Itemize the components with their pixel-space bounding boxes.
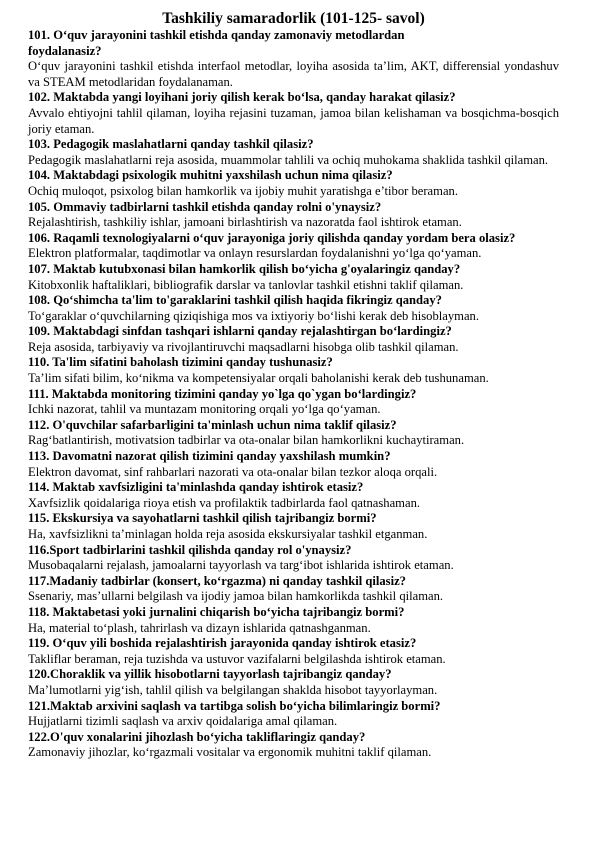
answer: Avvalo ehtiyojni tahlil qilaman, loyiha rejasini tuzaman, jamoa bilan kelishaman va bosqichma-bosqich joriy etaman. (28, 105, 559, 136)
answer: Ta’lim sifati bilim, ko‘nikma va kompetensiyalar orqali baholanishi kerak deb tushunaman. (28, 371, 489, 386)
qa-item-110 (28, 355, 559, 386)
question: 106. Raqamli texnologiyalarni o‘quv jarayoniga joriy qilishda qanday yordam bera olasiz? (28, 230, 516, 245)
answer: To‘garaklar o‘quvchilarning qiziqishiga mos va ixtiyoriy bo‘lishi kerak deb hisoblayman. (28, 308, 479, 323)
answer: Ha, xavfsizlikni ta’minlagan holda reja asosida ekskursiyalar tashkil etganman. (28, 527, 428, 541)
question: 103. Pedagogik maslahatlarni qanday tashkil qilasiz? (28, 137, 314, 152)
answer: Elektron davomat, sinf rahbarlari nazorati va ota-onalar bilan tezkor aloqa orqali. (28, 464, 438, 479)
qa-item-119 (28, 636, 559, 667)
answer: Ochiq muloqot, psixolog bilan hamkorlik va ijobiy muhit yaratishga e’tibor beraman. (28, 183, 458, 198)
qa-item-117 (28, 574, 559, 605)
question: 110. Ta'lim sifatini baholash tizimini qanday tushunasiz? (28, 355, 333, 370)
qa-item-108 (28, 293, 559, 324)
answer: Rejalashtirish, tashkiliy ishlar, jamoani birlashtirish va nazoratda faol ishtirok etaman. (28, 215, 462, 230)
answer: Ma’lumotlarni yig‘ish, tahlil qilish va belgilangan shaklda hisobot tayyorlayman. (28, 682, 438, 697)
question: 113. Davomatni nazorat qilish tizimini qanday yaxshilash mumkin? (28, 449, 391, 464)
document-page (28, 9, 559, 761)
qa-item-116 (28, 543, 559, 574)
question: 101. O‘quv jarayonini tashkil etishda qanday zamonaviy metodlardan foydalanasiz? (28, 28, 405, 58)
question: 118. Maktabetasi yoki jurnalini chiqarish bo‘yicha tajribangiz bormi? (28, 604, 405, 619)
qa-item-115 (28, 511, 559, 542)
qa-item-103 (28, 137, 559, 168)
qa-item-105 (28, 200, 559, 231)
question: 108. Qo‘shimcha ta'lim to'garaklarini tashkil qilish haqida fikringiz qanday? (28, 293, 442, 308)
document-title: Tashkiliy samaradorlik (101-125- savol) (162, 10, 425, 27)
qa-item-107 (28, 262, 559, 293)
question: 115. Ekskursiya va sayohatlarni tashkil qilish tajribangiz bormi? (28, 511, 377, 526)
answer: Hujjatlarni tizimli saqlash va arxiv qoidalariga amal qilaman. (28, 714, 338, 729)
question: 120.Choraklik va yillik hisobotlarni tayyorlash tajribangiz qanday? (28, 667, 392, 682)
answer: Reja asosida, tarbiyaviy va rivojlantiruvchi maqsadlarni hisobga olib tashkil qilaman. (28, 339, 459, 354)
qa-item-113 (28, 449, 559, 480)
answer: Xavfsizlik qoidalariga rioya etish va profilaktik tadbirlarda faol qatnashaman. (28, 495, 421, 510)
qa-item-106 (28, 231, 559, 262)
question: 122.O'quv xonalarini jihozlash bo‘yicha takliflaringiz qanday? (28, 729, 366, 744)
answer: Ha, material to‘plash, tahrirlash va dizayn ishlarida qatnashganman. (28, 620, 371, 635)
answer: Takliflar beraman, reja tuzishda va ustuvor vazifalarni belgilashda ishtirok etaman. (28, 651, 446, 666)
question: 109. Maktabdagi sinfdan tashqari ishlarni qanday rejalashtirgan bo‘lardingiz? (28, 324, 452, 339)
question: 107. Maktab kutubxonasi bilan hamkorlik qilish bo‘yicha g'oyalaringiz qanday? (28, 261, 461, 276)
answer: Rag‘batlantirish, motivatsion tadbirlar va ota-onalar bilan hamkorlikni kuchaytiraman. (28, 433, 465, 448)
answer: Ichki nazorat, tahlil va muntazam monitoring orqali yo‘lga qo‘yaman. (28, 402, 381, 417)
question: 104. Maktabdagi psixologik muhitni yaxshilash uchun nima qilasiz? (28, 168, 393, 183)
qa-item-112 (28, 418, 559, 449)
answer: Kitobxonlik haftaliklari, bibliografik darslar va tanlovlar tashkil etishni taklif qilaman. (28, 277, 464, 292)
question: 117.Madaniy tadbirlar (konsert, ko‘rgazma) ni qanday tashkil qilasiz? (28, 573, 406, 588)
qa-item-122 (28, 730, 559, 761)
qa-item-109 (28, 324, 559, 355)
question: 116.Sport tadbirlarini tashkil qilishda qanday rol o'ynaysiz? (28, 542, 352, 557)
answer: Pedagogik maslahatlarni reja asosida, muammolar tahlili va ochiq muhokama shaklida tashkil qilaman. (28, 152, 549, 167)
qa-item-121 (28, 699, 559, 730)
question: 112. O'quvchilar safarbarligini ta'minlash uchun nima taklif qilasiz? (28, 417, 397, 432)
qa-item-118 (28, 605, 559, 636)
answer: O‘quv jarayonini tashkil etishda interfaol metodlar, loyiha asosida ta’lim, AKT, differensial yondashuv va STEAM metodlaridan foydalanaman. (28, 59, 559, 89)
qa-item-114 (28, 480, 559, 511)
question: 119. O‘quv yili boshida rejalashtirish jarayonida qanday ishtirok etasiz? (28, 636, 417, 651)
qa-item-101 (28, 28, 559, 90)
answer: Zamonaviy jihozlar, ko‘rgazmali vositalar va ergonomik muhitni taklif qilaman. (28, 745, 432, 760)
question: 111. Maktabda monitoring tizimini qanday yo`lga qo`ygan bo‘lardingiz? (28, 386, 417, 401)
answer: Musobaqalarni rejalash, jamoalarni tayyorlash va targ‘ibot ishlarida ishtirok etaman. (28, 558, 454, 573)
question: 114. Maktab xavfsizligini ta'minlashda qanday ishtirok etasiz? (28, 480, 364, 495)
question: 105. Ommaviy tadbirlarni tashkil etishda qanday rolni o'ynaysiz? (28, 199, 382, 214)
answer: Elektron platformalar, taqdimotlar va onlayn resurslardan foydalanishni yo‘lga qo‘yaman. (28, 246, 482, 261)
question: 102. Maktabda yangi loyihani joriy qilish kerak bo‘lsa, qanday harakat qilasiz? (28, 90, 456, 105)
answer: Ssenariy, mas’ullarni belgilash va ijodiy jamoa bilan hamkorlikda tashkil qilaman. (28, 589, 444, 604)
qa-item-104 (28, 168, 559, 199)
qa-item-111 (28, 387, 559, 418)
qa-item-102 (28, 90, 559, 137)
qa-item-120 (28, 667, 559, 698)
question: 121.Maktab arxivini saqlash va tartibga solish bo‘yicha bilimlaringiz bormi? (28, 698, 441, 713)
